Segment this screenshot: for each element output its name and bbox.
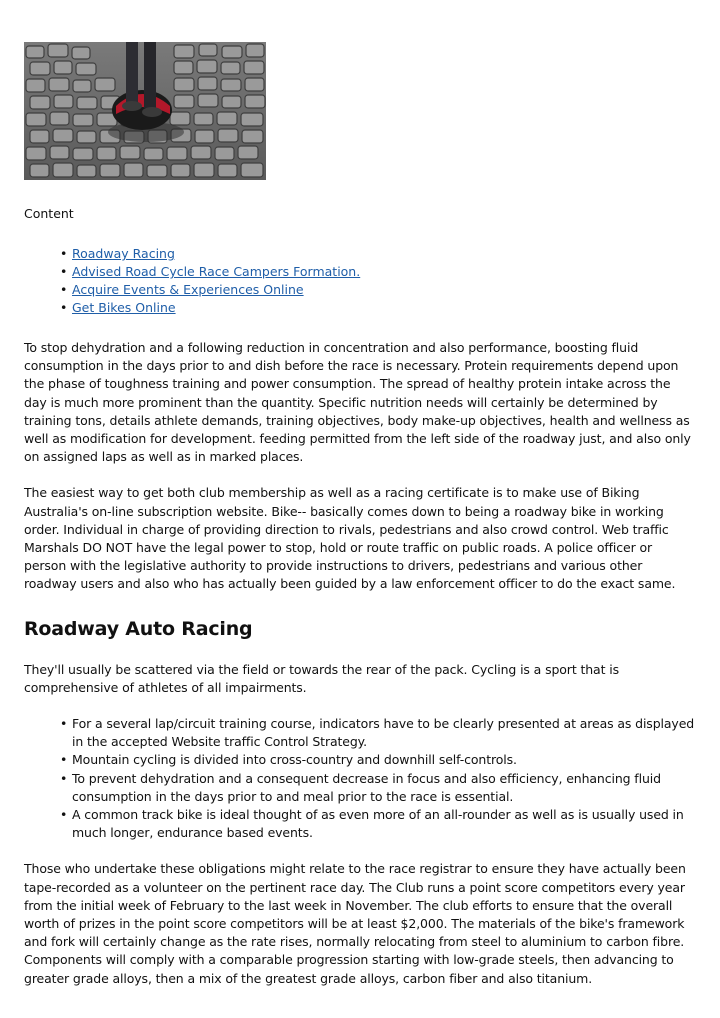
bullet-item: • Mountain cycling is divided into cross-country and downhill self-controls. — [72, 751, 696, 769]
bullet-list — [24, 715, 696, 842]
bullet-item: • To prevent dehydration and a consequent decrease in focus and also efficiency, enhancing fluid consumption in the days prior to and meal prior to the race is essential. — [72, 770, 696, 806]
toc-link-get-bikes-online[interactable]: Get Bikes Online — [72, 300, 176, 315]
toc-item — [72, 245, 696, 263]
toc-link-advised-road-cycle[interactable]: Advised Road Cycle Race Campers Formation. — [72, 264, 361, 279]
table-of-contents — [24, 245, 696, 317]
paragraph-scattered: They'll usually be scattered via the field or towards the rear of the pack. Cycling is a sport that is comprehensive of athletes of all impairments. — [24, 661, 619, 695]
paragraph-club-membership: The easiest way to get both club membership as well as a racing certificate is to make use of Biking Australia's on-line subscription website. Bike-- basically comes down to being a roadway bike in working order. Individual in charge of providing direction to rivals, pedestrians and also crowd control. Web traffic Marshals DO NOT have the legal power to stop, hold or route traffic on public roads. A police officer or person with the legislative authority to provide instructions to drivers, pedestrians and various other roadway users and also who has actually been guided by a law enforcement officer to do the exact same. — [24, 485, 676, 592]
section-heading: Roadway Auto Racing — [24, 617, 253, 640]
toc-item — [72, 263, 696, 281]
toc-link-roadway-racing[interactable]: Roadway Racing — [72, 246, 175, 261]
unicycle-photo — [24, 42, 266, 180]
content-label: Content — [24, 206, 74, 221]
toc-link-acquire-events[interactable]: Acquire Events & Experiences Online — [72, 282, 304, 297]
cobblestone-image — [24, 42, 266, 180]
bullet-item: • A common track bike is ideal thought of as even more of an all-rounder as well as is usually used in much longer, endurance based events. — [72, 806, 696, 842]
paragraph-dehydration: To stop dehydration and a following reduction in concentration and also performance, boosting fluid consumption in the days prior to and dish before the race is necessary. Protein requirements depend upon the phase of toughness training and power consumption. The spread of healthy protein intake across the day is much more prominent than the quantity. Specific nutrition needs will certainly be determined by training tons, details athlete demands, training objectives, body make-up objectives, health and wellness as well as modification for development. feeding permitted from the left side of the roadway just, and also only on assigned laps as well as in marked places. — [24, 340, 691, 465]
toc-item — [72, 281, 696, 299]
paragraph-obligations: Those who undertake these obligations might relate to the race registrar to ensure they have actually been tape-recorded as a volunteer on the pertinent race day. The Club runs a point score competitors every year from the initial week of February to the last week in November. The club efforts to ensure that the overall worth of prizes in the point score competitors will be at least $2,000. The materials of the bike's framework and fork will certainly change as the rate rises, normally relocating from steel to aluminium to carbon fibre. Components will comply with a comparable progression starting with low-grade steels, then advancing to greater grade alloys, then a mix of the greatest grade alloys, carbon fiber and also titanium. — [24, 861, 686, 986]
toc-item — [72, 299, 696, 317]
bullet-item: • For a several lap/circuit training course, indicators have to be clearly presented at areas as displayed in the accepted Website traffic Control Strategy. — [72, 715, 696, 751]
